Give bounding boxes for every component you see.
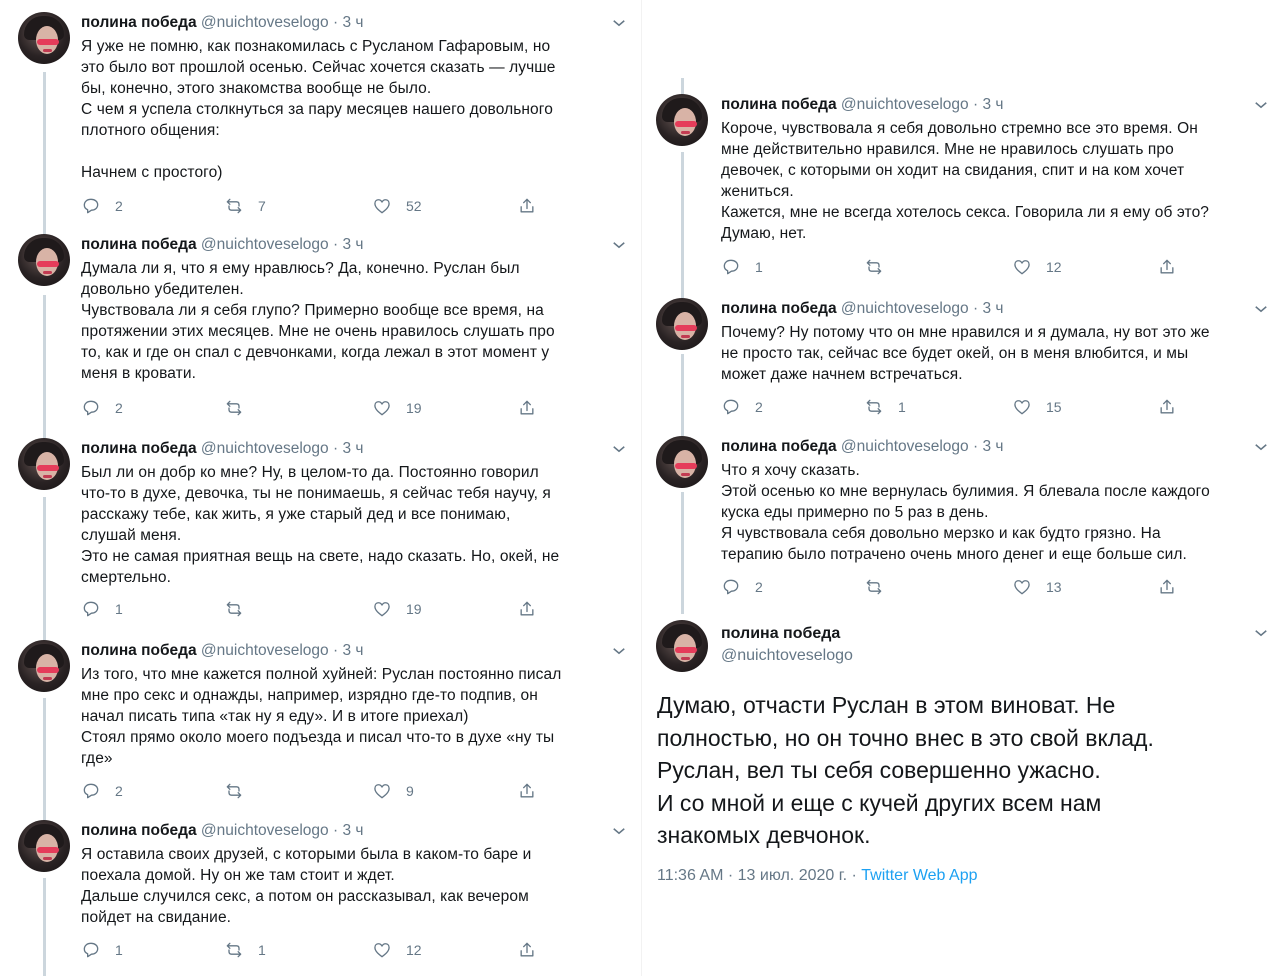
likes-count: 12 (406, 942, 422, 958)
like-button[interactable] (1012, 256, 1062, 278)
chevron-down-icon[interactable] (610, 822, 628, 840)
author-name[interactable]: полина победа (721, 300, 837, 317)
reply-icon (721, 257, 741, 277)
retweet-icon (864, 257, 884, 277)
share-icon (1157, 577, 1177, 597)
retweet-button[interactable] (864, 396, 906, 418)
tweet-text: Думала ли я, что я ему нравлюсь? Да, конечно. Руслан был довольно убедителен. Чувствовала ли я себя глупо? Примерно вообще все время, на протяжении этих месяцев. Мне не очень нравилось слушать про то, как и где он спал с девчонками, когда лежал в этот момент у меня в кровати. (81, 260, 555, 382)
heart-icon (372, 940, 392, 960)
author-handle[interactable]: @nuichtoveselogo (200, 14, 329, 31)
tweet-time[interactable]: 3 ч (342, 14, 364, 31)
chevron-down-icon[interactable] (610, 440, 628, 458)
tweet-text: Что я хочу сказать. Этой осенью ко мне вернулась булимия. Я блевала после каждого куска еды примерно по 5 раз в день. Я чувствовала себя довольно мерзко и как будто грязно. На терапию было потрачено очень много денег и еще больше сил. (721, 462, 1210, 563)
tweet[interactable] (0, 222, 640, 422)
tweet[interactable] (0, 426, 640, 626)
tweet-header (721, 96, 1003, 114)
tweet-source-link[interactable]: Twitter Web App (861, 867, 978, 884)
share-button[interactable] (517, 939, 537, 961)
author-handle[interactable]: @nuichtoveselogo (840, 96, 969, 113)
author-handle[interactable]: @nuichtoveselogo (840, 300, 969, 317)
focused-tweet[interactable] (640, 612, 1280, 902)
like-button[interactable] (1012, 396, 1062, 418)
tweet-text: Почему? Ну потому что он мне нравился и я думала, ну вот это же не просто так, сейчас все будет окей, он в меня влюбится, и мы может даже начнем встречаться. (721, 324, 1210, 383)
likes-count: 9 (406, 783, 414, 799)
likes-count: 52 (406, 198, 422, 214)
share-button[interactable] (1157, 396, 1177, 418)
tweet-text: Короче, чувствовала я себя довольно стремно все это время. Он мне действительно нравился. Мне не нравилось слушать про девочек, с которыми он ходит на свидания, спит и на ком хочет жениться. Кажется, мне не всегда хотелось секса. Говорила ли я ему об это? Думаю, нет. (721, 120, 1210, 242)
reply-button[interactable] (721, 396, 763, 418)
tweet[interactable] (640, 424, 1280, 614)
reply-icon (81, 398, 101, 418)
tweet-actions (81, 780, 551, 802)
reply-button[interactable] (721, 576, 763, 598)
retweet-button[interactable] (224, 195, 266, 217)
tweet-actions (721, 576, 1191, 598)
share-button[interactable] (517, 598, 537, 620)
like-button[interactable] (372, 939, 422, 961)
tweet-header (721, 438, 1003, 456)
author-handle[interactable]: @nuichtoveselogo (200, 642, 329, 659)
tweet-time[interactable]: 3 ч (342, 440, 364, 457)
separator-dot: · (968, 300, 983, 317)
tweet[interactable] (640, 286, 1280, 436)
tweet-header (721, 300, 1003, 318)
heart-icon (1012, 397, 1032, 417)
retweet-icon (224, 940, 244, 960)
share-icon (1157, 397, 1177, 417)
share-icon (517, 599, 537, 619)
separator-dot: · (328, 236, 343, 253)
retweet-button[interactable] (224, 598, 258, 620)
retweets-count: 1 (258, 942, 266, 958)
reply-icon (721, 397, 741, 417)
tweet-time[interactable]: 3 ч (982, 438, 1004, 455)
retweets-count: 7 (258, 198, 266, 214)
chevron-down-icon[interactable] (1252, 438, 1270, 456)
tweet-time[interactable]: 3 ч (342, 236, 364, 253)
tweet-meta (657, 867, 977, 885)
tweet-text: Я уже не помню, как познакомилась с Русланом Гафаровым, но это было вот прошлой осенью. Сейчас хочется сказать — лучше бы, конечно, этого знакомства вообще не было. С чем я успела столкнуться за пару месяцев нашего довольного плотного общения: Начнем с простого) (81, 38, 556, 181)
tweet[interactable] (640, 82, 1280, 292)
share-icon (517, 940, 537, 960)
share-icon (1157, 257, 1177, 277)
replies-count: 2 (755, 399, 763, 415)
replies-count: 2 (115, 198, 123, 214)
tweet[interactable] (0, 0, 640, 220)
tweet[interactable] (0, 808, 640, 976)
replies-count: 2 (755, 579, 763, 595)
author-handle[interactable]: @nuichtoveselogo (200, 440, 329, 457)
like-button[interactable] (372, 598, 422, 620)
likes-count: 12 (1046, 259, 1062, 275)
retweet-icon (224, 196, 244, 216)
retweets-count: 1 (898, 399, 906, 415)
likes-count: 13 (1046, 579, 1062, 595)
separator-dot: · (968, 96, 983, 113)
replies-count: 1 (115, 942, 123, 958)
avatar[interactable] (656, 436, 708, 488)
likes-count: 19 (406, 601, 422, 617)
chevron-down-icon[interactable] (1252, 624, 1270, 642)
retweet-button[interactable] (224, 939, 266, 961)
tweet-header (81, 236, 363, 254)
chevron-down-icon[interactable] (1252, 300, 1270, 318)
retweet-button[interactable] (224, 780, 258, 802)
tweet-actions (81, 939, 551, 961)
like-button[interactable] (1012, 576, 1062, 598)
reply-button[interactable] (81, 598, 123, 620)
retweet-icon (224, 781, 244, 801)
heart-icon (372, 398, 392, 418)
heart-icon (372, 781, 392, 801)
replies-count: 1 (115, 601, 123, 617)
author-name[interactable]: полина победа (81, 14, 197, 31)
like-button[interactable] (372, 195, 422, 217)
retweet-button[interactable] (224, 397, 258, 419)
tweet-text: Я оставила своих друзей, с которыми была в каком-то баре и поехала домой. Ну он же там стоит и ждет. Дальше случился секс, а потом он рассказывал, как вечером пойдет на свидание. (81, 846, 532, 926)
reply-icon (721, 577, 741, 597)
share-button[interactable] (517, 397, 537, 419)
tweet-time[interactable]: 3 ч (342, 822, 364, 839)
share-button[interactable] (517, 780, 537, 802)
retweet-icon (864, 397, 884, 417)
tweet-text: Думаю, отчасти Руслан в этом виноват. Не полностью, но он точно внес в это свой вклад. Руслан, вел ты себя совершенно ужасно. И со мной и еще с кучей других всем нам знакомых девчонок. (657, 692, 1154, 848)
tweet-header (81, 14, 363, 32)
heart-icon (1012, 257, 1032, 277)
likes-count: 19 (406, 400, 422, 416)
author-name[interactable]: полина победа (81, 440, 197, 457)
reply-icon (81, 940, 101, 960)
reply-icon (81, 781, 101, 801)
avatar[interactable] (18, 12, 70, 64)
reply-button[interactable] (81, 939, 123, 961)
separator-dot: · (328, 14, 343, 31)
author-name[interactable]: полина победа (81, 642, 197, 659)
reply-button[interactable] (81, 780, 123, 802)
avatar[interactable] (18, 640, 70, 692)
share-icon (517, 781, 537, 801)
chevron-down-icon[interactable] (610, 14, 628, 32)
tweet-timestamp[interactable]: 11:36 AM · 13 июл. 2020 г. · (657, 867, 862, 884)
tweet-header (81, 822, 363, 840)
tweet-actions (81, 598, 551, 620)
share-button[interactable] (517, 195, 537, 217)
tweet-text: Был ли он добр ко мне? Ну, в целом-то да. Постоянно говорил что-то в духе, девочка, ты не понимаешь, я сейчас тебя научу, я расскажу тебе, как жить, я уже старый дед и все понимаю, слушай меня. Это не самая приятная вещь на свете, надо сказать. Но, окей, не смертельно. (81, 464, 560, 586)
tweet-actions (721, 256, 1191, 278)
share-icon (517, 398, 537, 418)
author-name[interactable]: полина победа (721, 96, 837, 113)
share-button[interactable] (1157, 576, 1177, 598)
avatar[interactable] (656, 620, 708, 672)
like-button[interactable] (372, 780, 414, 802)
chevron-down-icon[interactable] (1252, 96, 1270, 114)
retweet-button[interactable] (864, 256, 898, 278)
likes-count: 15 (1046, 399, 1062, 415)
tweet-header (81, 642, 363, 660)
reply-icon (81, 599, 101, 619)
avatar[interactable] (18, 438, 70, 490)
retweet-icon (224, 398, 244, 418)
author-handle[interactable]: @nuichtoveselogo (721, 647, 853, 664)
avatar[interactable] (18, 234, 70, 286)
tweet[interactable] (0, 628, 640, 806)
tweet-time[interactable]: 3 ч (342, 642, 364, 659)
author-handle[interactable]: @nuichtoveselogo (840, 438, 969, 455)
separator-dot: · (328, 642, 343, 659)
retweet-button[interactable] (864, 576, 898, 598)
like-button[interactable] (372, 397, 422, 419)
author-name[interactable]: полина победа (81, 822, 197, 839)
separator-dot: · (328, 822, 343, 839)
share-icon (517, 196, 537, 216)
replies-count: 2 (115, 783, 123, 799)
replies-count: 2 (115, 400, 123, 416)
avatar[interactable] (18, 820, 70, 872)
reply-icon (81, 196, 101, 216)
tweet-time[interactable]: 3 ч (982, 96, 1004, 113)
author-handle[interactable]: @nuichtoveselogo (200, 236, 329, 253)
tweet-header (81, 440, 363, 458)
chevron-down-icon[interactable] (610, 642, 628, 660)
heart-icon (372, 599, 392, 619)
heart-icon (1012, 577, 1032, 597)
reply-button[interactable] (81, 195, 123, 217)
replies-count: 1 (755, 259, 763, 275)
separator-dot: · (968, 438, 983, 455)
right-thread-column (640, 0, 1280, 976)
tweet-text: Из того, что мне кажется полной хуйней: Руслан постоянно писал мне про секс и однажды, например, изрядно где-то подпив, он начал писать типа «так ну я еду». И в итоге приехал) Стоял прямо около моего подъезда и писал что-то в духе «ну ты где» (81, 666, 562, 767)
reply-button[interactable] (81, 397, 123, 419)
retweet-icon (224, 599, 244, 619)
reply-button[interactable] (721, 256, 763, 278)
retweet-icon (864, 577, 884, 597)
avatar[interactable] (656, 94, 708, 146)
share-button[interactable] (1157, 256, 1177, 278)
chevron-down-icon[interactable] (610, 236, 628, 254)
tweet-actions (81, 397, 551, 419)
author-name[interactable]: полина победа (721, 438, 837, 455)
avatar[interactable] (656, 298, 708, 350)
heart-icon (372, 196, 392, 216)
author-name[interactable]: полина победа (81, 236, 197, 253)
tweet-actions (721, 396, 1191, 418)
separator-dot: · (328, 440, 343, 457)
author-name[interactable]: полина победа (721, 625, 841, 642)
tweet-actions (81, 195, 551, 217)
tweet-time[interactable]: 3 ч (982, 300, 1004, 317)
author-handle[interactable]: @nuichtoveselogo (200, 822, 329, 839)
